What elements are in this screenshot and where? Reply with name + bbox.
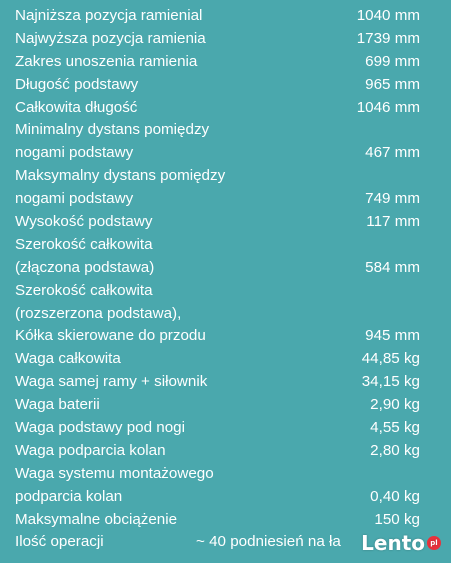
spec-value: 1046 mm <box>356 98 420 116</box>
spec-row <box>0 28 451 51</box>
spec-label: Zakres unoszenia ramienia <box>15 52 198 70</box>
watermark-text: Lento <box>361 531 425 555</box>
spec-row <box>0 257 451 280</box>
spec-value: 117 mm <box>366 213 420 231</box>
spec-value: 584 mm <box>365 258 420 276</box>
spec-value: 467 mm <box>365 144 420 162</box>
spec-value: 0,40 kg <box>370 487 420 505</box>
spec-row <box>0 371 451 394</box>
spec-label: Maksymalne obciążenie <box>15 510 178 528</box>
spec-value: 1040 mm <box>356 7 420 24</box>
spec-row <box>0 486 451 509</box>
spec-label: Waga systemu montażowego <box>15 464 214 482</box>
spec-row <box>0 165 451 188</box>
spec-row <box>0 463 451 486</box>
spec-label: (rozszerzona podstawa), <box>15 304 182 322</box>
spec-row <box>0 303 451 326</box>
spec-label: Szerokość całkowita <box>15 281 153 299</box>
spec-row <box>0 509 451 532</box>
spec-row <box>0 97 451 120</box>
spec-label: podparcia kolan <box>15 487 123 505</box>
spec-label: Waga baterii <box>15 396 100 414</box>
spec-label: Maksymalny dystans pomiędzy <box>15 167 226 185</box>
spec-value: 150 kg <box>374 510 420 528</box>
spec-label: Waga podparcia kolan <box>15 441 166 459</box>
watermark-badge: pl <box>427 536 441 550</box>
spec-row <box>0 5 451 28</box>
spec-label: Minimalny dystans pomiędzy <box>15 121 210 139</box>
spec-table <box>0 5 451 554</box>
spec-row <box>0 348 451 371</box>
spec-row <box>0 119 451 142</box>
spec-value: 4,55 kg <box>370 419 420 437</box>
operations-label: Ilość operacji <box>15 533 104 551</box>
spec-row <box>0 142 451 165</box>
spec-label: nogami podstawy <box>15 190 134 208</box>
spec-row <box>0 440 451 463</box>
spec-value: 34,15 kg <box>361 373 420 391</box>
spec-value: 945 mm <box>365 327 420 345</box>
spec-value: 44,85 kg <box>361 350 420 368</box>
spec-value: 2,80 kg <box>370 441 420 459</box>
spec-value: 699 mm <box>365 52 420 70</box>
spec-row <box>0 211 451 234</box>
operations-value: ~ 40 podniesień na ła <box>196 533 341 551</box>
spec-row <box>0 74 451 97</box>
spec-value: 1739 mm <box>356 29 420 47</box>
spec-row <box>0 280 451 303</box>
spec-label: Waga podstawy pod nogi <box>15 419 185 437</box>
spec-label: Całkowita długość <box>15 98 138 116</box>
spec-row <box>0 394 451 417</box>
spec-label: Waga całkowita <box>15 350 121 368</box>
spec-row <box>0 417 451 440</box>
spec-label: (złączona podstawa) <box>15 258 155 276</box>
lento-watermark <box>361 531 441 555</box>
spec-label: Szerokość całkowita <box>15 235 153 253</box>
spec-row <box>0 51 451 74</box>
spec-label: Długość podstawy <box>15 75 139 93</box>
spec-label: Waga samej ramy + siłownik <box>15 373 208 391</box>
spec-label: Kółka skierowane do przodu <box>15 327 206 345</box>
spec-value: 749 mm <box>365 190 420 208</box>
spec-label: Najniższa pozycja ramienial <box>15 7 203 24</box>
spec-row <box>0 325 451 348</box>
spec-label: Najwyższa pozycja ramienia <box>15 29 206 47</box>
spec-value: 2,90 kg <box>370 396 420 414</box>
spec-row <box>0 234 451 257</box>
spec-label: nogami podstawy <box>15 144 134 162</box>
spec-value: 965 mm <box>365 75 420 93</box>
spec-label: Wysokość podstawy <box>15 213 153 231</box>
spec-row <box>0 188 451 211</box>
